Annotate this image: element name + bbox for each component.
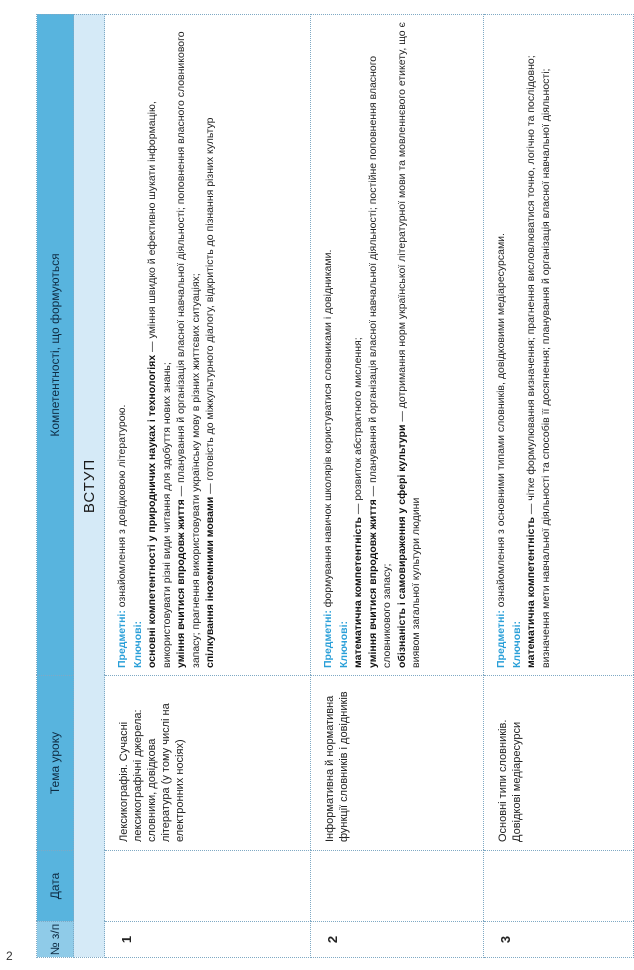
lesson-plan-table-wrapper	[36, 15, 634, 958]
row-competencies	[105, 15, 311, 676]
table-row	[105, 15, 311, 958]
subject-competencies	[321, 22, 336, 668]
key-item-title: обізнаність і самовираження у сфері культури	[395, 424, 408, 668]
key-label: Ключові:	[337, 620, 350, 668]
key-label: Ключові:	[131, 620, 144, 668]
row-date	[311, 851, 484, 922]
table-row	[484, 15, 634, 958]
key-item-text: — чітке формулювання визначення; прагнення висловлюватися точно, логічно та послідовно; визначення мети навчальної діяльності та способів її досягнення; планування й організація власної навчальної діяльності;	[525, 55, 552, 668]
subject-label: Предметні:	[322, 610, 334, 668]
row-number: 1	[105, 922, 311, 958]
header-date: Дата	[37, 851, 74, 922]
row-date	[484, 851, 634, 922]
key-item-title: математична компетентність	[525, 517, 537, 668]
key-item	[366, 22, 395, 668]
section-title: ВСТУП	[74, 15, 105, 958]
table-row	[311, 15, 484, 958]
table-header-row	[37, 15, 74, 958]
key-label: Ключові:	[510, 620, 523, 668]
key-item	[351, 22, 366, 668]
key-item-title: основні компетентності у природничих науках і технологіях	[146, 354, 158, 668]
row-topic: Основні типи словників. Довідкові медіаресурси	[484, 676, 634, 851]
subject-text: формування навичок школярів користуватися словниками і довідниками.	[322, 249, 334, 608]
key-item-text: — планування й організація власної навчальної діяльності; поповнення власного словникового запасу; прагнення використовувати українську мову в різних життєвих ситуаціях;	[175, 31, 202, 668]
subject-text: ознайомлення з основними типами словників, довідковими медіаресурсами.	[495, 233, 507, 608]
section-row	[74, 15, 105, 958]
key-item-title: математична компетентність	[352, 517, 364, 668]
header-competencies: Компетентності, що формуються	[37, 15, 74, 676]
header-topic: Тема уроку	[37, 676, 74, 851]
key-item-title: уміння вчитися впродовж життя	[175, 499, 187, 668]
key-item-text: — дотримання норм української літературної мови та мовленнєвого етикету, що є виявом загальної культури людини	[395, 22, 422, 668]
subject-competencies	[494, 22, 509, 668]
row-competencies	[484, 15, 634, 676]
lesson-plan-table	[36, 14, 634, 958]
row-topic: Інформативна й нормативна функції словників і довідників	[311, 676, 484, 851]
key-item-text: — розвиток абстрактного мислення;	[352, 337, 364, 518]
row-topic: Лексикографія. Сучасні лексикографічні джерела: словники, довідкова література (у тому числі на електронних носіях)	[105, 676, 311, 851]
key-item	[395, 22, 424, 668]
key-item-title: уміння вчитися впродовж життя	[366, 499, 379, 668]
row-competencies	[311, 15, 484, 676]
subject-text: ознайомлення з довідковою літературою.	[116, 404, 128, 608]
key-item-text: — уміння швидко й ефективно шукати інформацію, використовувати різні види читання для здобуття нових знань;	[146, 101, 173, 668]
row-number: 2	[311, 922, 484, 958]
row-number: 3	[484, 922, 634, 958]
key-item-text: — готовість до міжкультурного діалогу, відкритість до пізнання різних культур	[204, 117, 216, 497]
subject-label: Предметні:	[116, 610, 128, 668]
key-item	[174, 22, 203, 668]
header-number: № з/п	[37, 922, 74, 958]
key-item	[524, 22, 553, 668]
subject-competencies	[115, 22, 130, 668]
row-date	[105, 851, 311, 922]
key-item	[145, 22, 174, 668]
key-item-title: спілкування іноземними мовами	[204, 496, 216, 668]
key-item-text: — планування й організація власної навчальної діяльності; постійне поповнення власного словникового запасу;	[366, 55, 393, 668]
key-item	[203, 22, 218, 668]
page-number: 2	[6, 949, 13, 963]
subject-label: Предметні:	[495, 610, 507, 668]
